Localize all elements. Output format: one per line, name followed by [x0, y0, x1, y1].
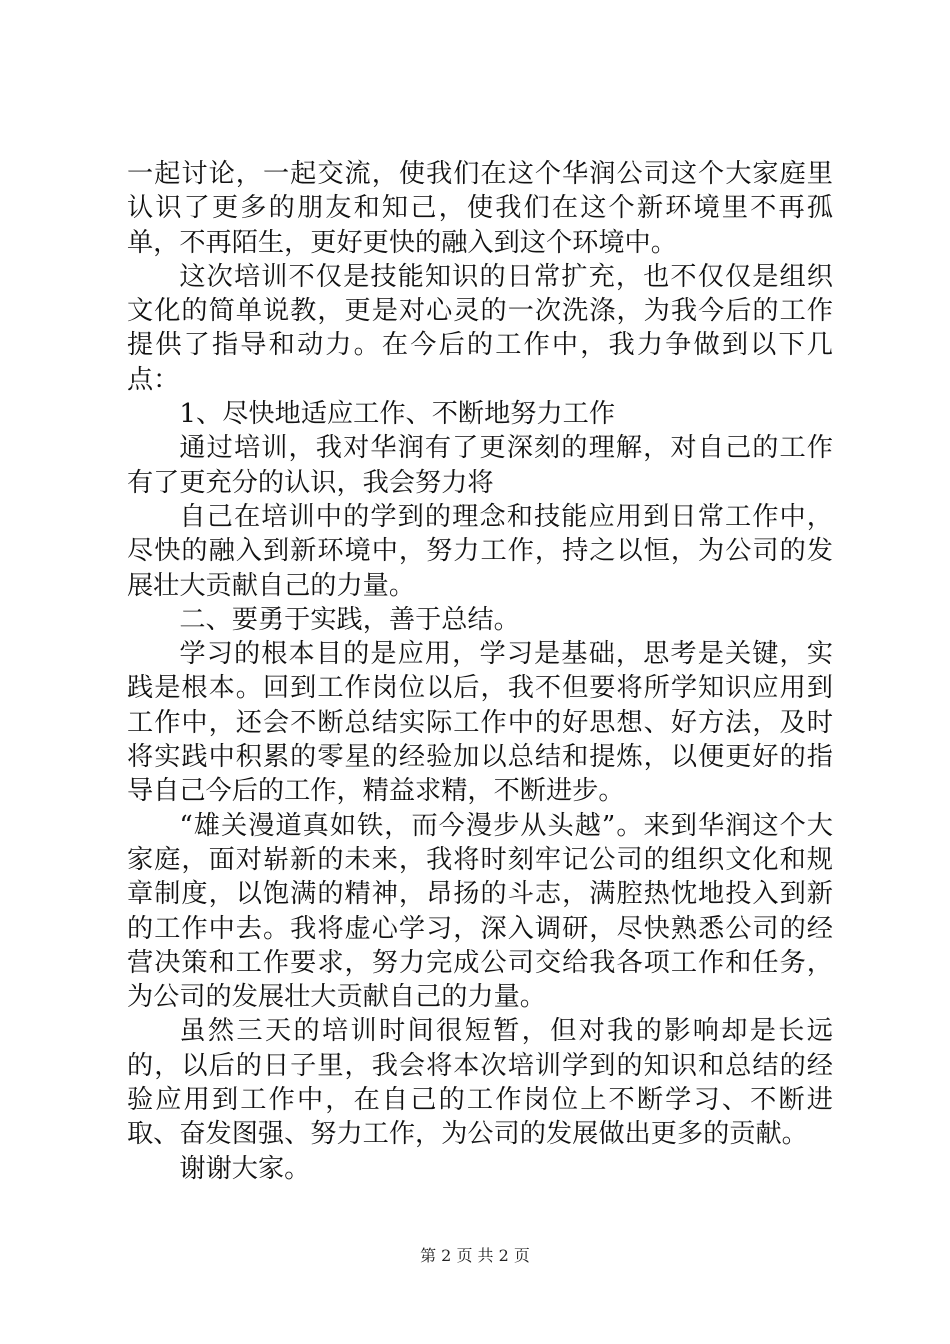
page-number-label: 第 2 页 共 2 页 — [420, 1246, 530, 1265]
closing-line: 谢谢大家。 — [179, 1153, 311, 1184]
paragraph: 一起讨论，一起交流，使我们在这个华润公司这个大家庭里认识了更多的朋友和知己，使我们在这个新环境里不再孤单，不再陌生，更好更快的融入到这个环境中。 — [127, 159, 833, 258]
paragraph: 学习的根本目的是应用，学习是基础，思考是关键，实践是根本。回到工作岗位以后，我不但要将所学知识应用到工作中，还会不断总结实际工作中的好思想、好方法，及时将实践中积累的零星的经验加以总结和提炼，以便更好的指导自己今后的工作，精益求精，不断进步。 — [127, 639, 833, 807]
page-footer — [0, 1246, 950, 1266]
document-body — [127, 157, 833, 1186]
paragraph: 这次培训不仅是技能知识的日常扩充，也不仅仅是组织文化的简单说教，更是对心灵的一次洗涤，为我今后的工作提供了指导和动力。在今后的工作中，我力争做到以下几点： — [127, 261, 833, 395]
paragraph: “雄关漫道真如铁，而今漫步从头越”。来到华润这个大家庭，面对崭新的未来，我将时刻牢记公司的组织文化和规章制度，以饱满的精神，昂扬的斗志，满腔热忱地投入到新的工作中去。我将虚心学习，深入调研，尽快熟悉公司的经营决策和工作要求，努力完成公司交给我各项工作和任务，为公司的发展壮大贡献自己的力量。 — [127, 810, 833, 1013]
section-heading: 二、要勇于实践，善于总结。 — [179, 604, 520, 635]
section-heading: 1、尽快地适应工作、不断地努力工作 — [179, 399, 616, 430]
paragraph: 自己在培训中的学到的理念和技能应用到日常工作中，尽快的融入到新环境中，努力工作，持之以恒，为公司的发展壮大贡献自己的力量。 — [127, 501, 833, 601]
paragraph: 通过培训，我对华润有了更深刻的理解，对自己的工作有了更充分的认识，我会努力将 — [127, 433, 833, 498]
paragraph: 虽然三天的培训时间很短暂，但对我的影响却是长远的，以后的日子里，我会将本次培训学到的知识和总结的经验应用到工作中，在自己的工作岗位上不断学习、不断进取、奋发图强、努力工作，为公司的发展做出更多的贡献。 — [127, 1016, 833, 1150]
